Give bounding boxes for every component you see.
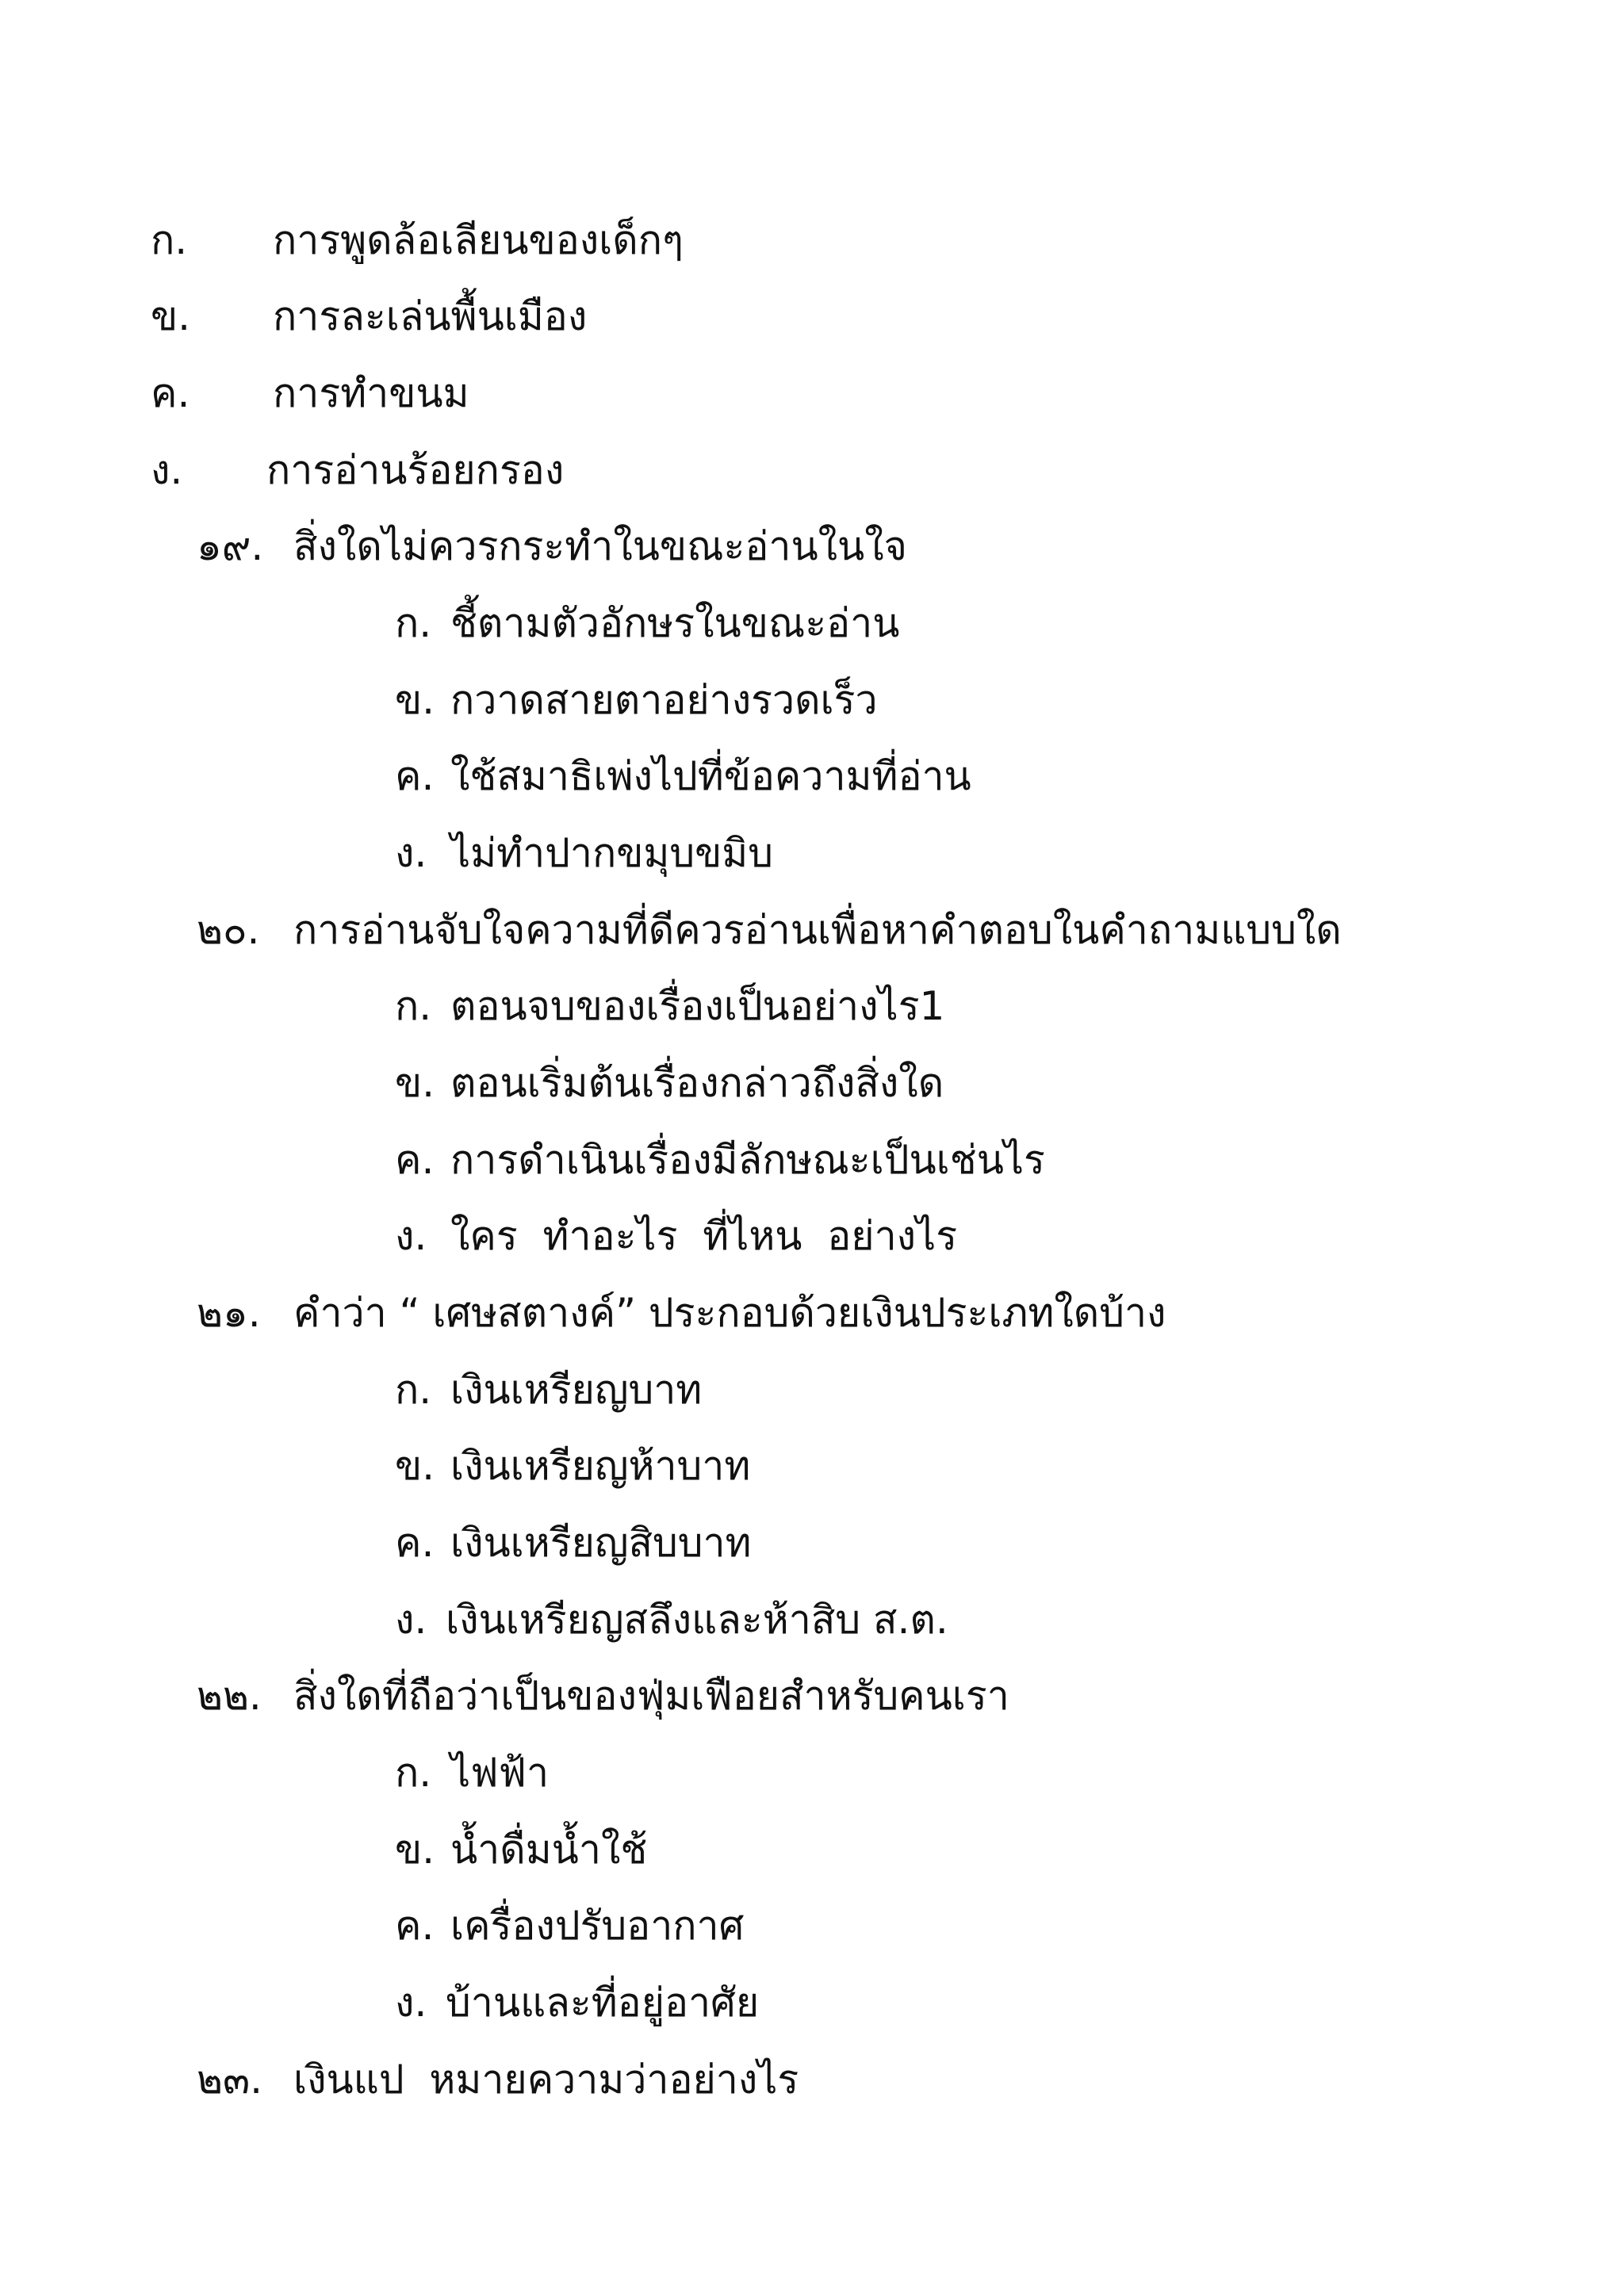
- option-label: ก.: [151, 217, 188, 263]
- option-text: น้ำดื่มน้ำใช้: [450, 1827, 648, 1873]
- option-text: ตอนเริ่มต้นเรื่องกล่าวถึงสิ่งใด: [450, 1060, 944, 1106]
- option-text: เงินเหรียญสิบบาท: [450, 1520, 752, 1566]
- option-text: เงินเหรียญสลึงและห้าสิบ ส.ต.: [446, 1597, 948, 1643]
- option-text: เครื่องปรับอากาศ: [450, 1903, 745, 1949]
- option-label: ง.: [151, 447, 183, 493]
- option-label: ค.: [395, 1137, 435, 1183]
- option-label: ข.: [395, 1827, 435, 1873]
- option-label: ก.: [395, 983, 432, 1029]
- option-label: ก.: [395, 600, 432, 646]
- option-text: การพูดล้อเลียนของเด็กๆ: [273, 217, 684, 263]
- option-label: ก.: [395, 1367, 432, 1413]
- question-text: สิ่งใดที่ถือว่าเป็นของฟุ่มเฟือยสำหรับคนเรา: [293, 1673, 1009, 1719]
- question-number: ๒๑.: [197, 1290, 261, 1336]
- option-text: กวาดสายตาอย่างรวดเร็ว: [450, 677, 878, 723]
- option-label: ข.: [151, 293, 191, 339]
- option-text: ตอนจบของเรื่องเป็นอย่างไร1: [450, 983, 945, 1029]
- question-number: ๒๓.: [197, 2057, 263, 2103]
- option-text: การอ่านร้อยกรอง: [266, 447, 565, 493]
- option-label: ง.: [395, 830, 427, 876]
- option-text: ใคร ทำอะไร ที่ไหน อย่างไร: [450, 1213, 958, 1259]
- option-text: เงินเหรียญบาท: [450, 1367, 703, 1413]
- option-label: ง.: [395, 1213, 427, 1259]
- option-label: ข.: [395, 1443, 435, 1489]
- option-label: ข.: [395, 677, 435, 723]
- option-label: ค.: [151, 370, 190, 416]
- question-text: เงินแป หมายความว่าอย่างไร: [293, 2057, 799, 2103]
- option-text: การละเล่นพื้นเมือง: [273, 293, 588, 339]
- option-text: บ้านและที่อยู่อาศัย: [446, 1980, 760, 2026]
- option-label: ค.: [395, 1520, 435, 1566]
- option-label: ง.: [395, 1597, 427, 1643]
- option-text: ไฟฟ้า: [450, 1750, 550, 1796]
- question-text: การอ่านจับใจความที่ดีควรอ่านเพื่อหาคำตอบในคำถามแบบใด: [293, 907, 1342, 953]
- option-text: ใช้สมาธิเพ่งไปที่ข้อความที่อ่าน: [450, 753, 971, 799]
- option-text: การดำเนินเรื่องมีลักษณะเป็นเช่นไร: [450, 1137, 1045, 1183]
- option-label: ข.: [395, 1060, 435, 1106]
- option-text: ชี้ตามตัวอักษรในขณะอ่าน: [450, 600, 900, 646]
- option-label: ง.: [395, 1980, 427, 2026]
- option-label: ค.: [395, 753, 435, 799]
- question-number: ๒๐.: [197, 907, 260, 953]
- option-text: เงินเหรียญห้าบาท: [450, 1443, 751, 1489]
- option-label: ค.: [395, 1903, 435, 1949]
- option-text: การทำขนม: [273, 370, 469, 416]
- question-text: คำว่า “ เศษสตางค์” ประกอบด้วยเงินประเภทใดบ้าง: [293, 1290, 1166, 1336]
- option-label: ก.: [395, 1750, 432, 1796]
- question-text: สิ่งใดไม่ควรกระทำในขณะอ่านในใจ: [293, 523, 907, 569]
- option-text: ไม่ทำปากขมุบขมิบ: [450, 830, 773, 876]
- question-number: ๒๒.: [197, 1673, 262, 1719]
- question-number: ๑๙.: [197, 523, 264, 569]
